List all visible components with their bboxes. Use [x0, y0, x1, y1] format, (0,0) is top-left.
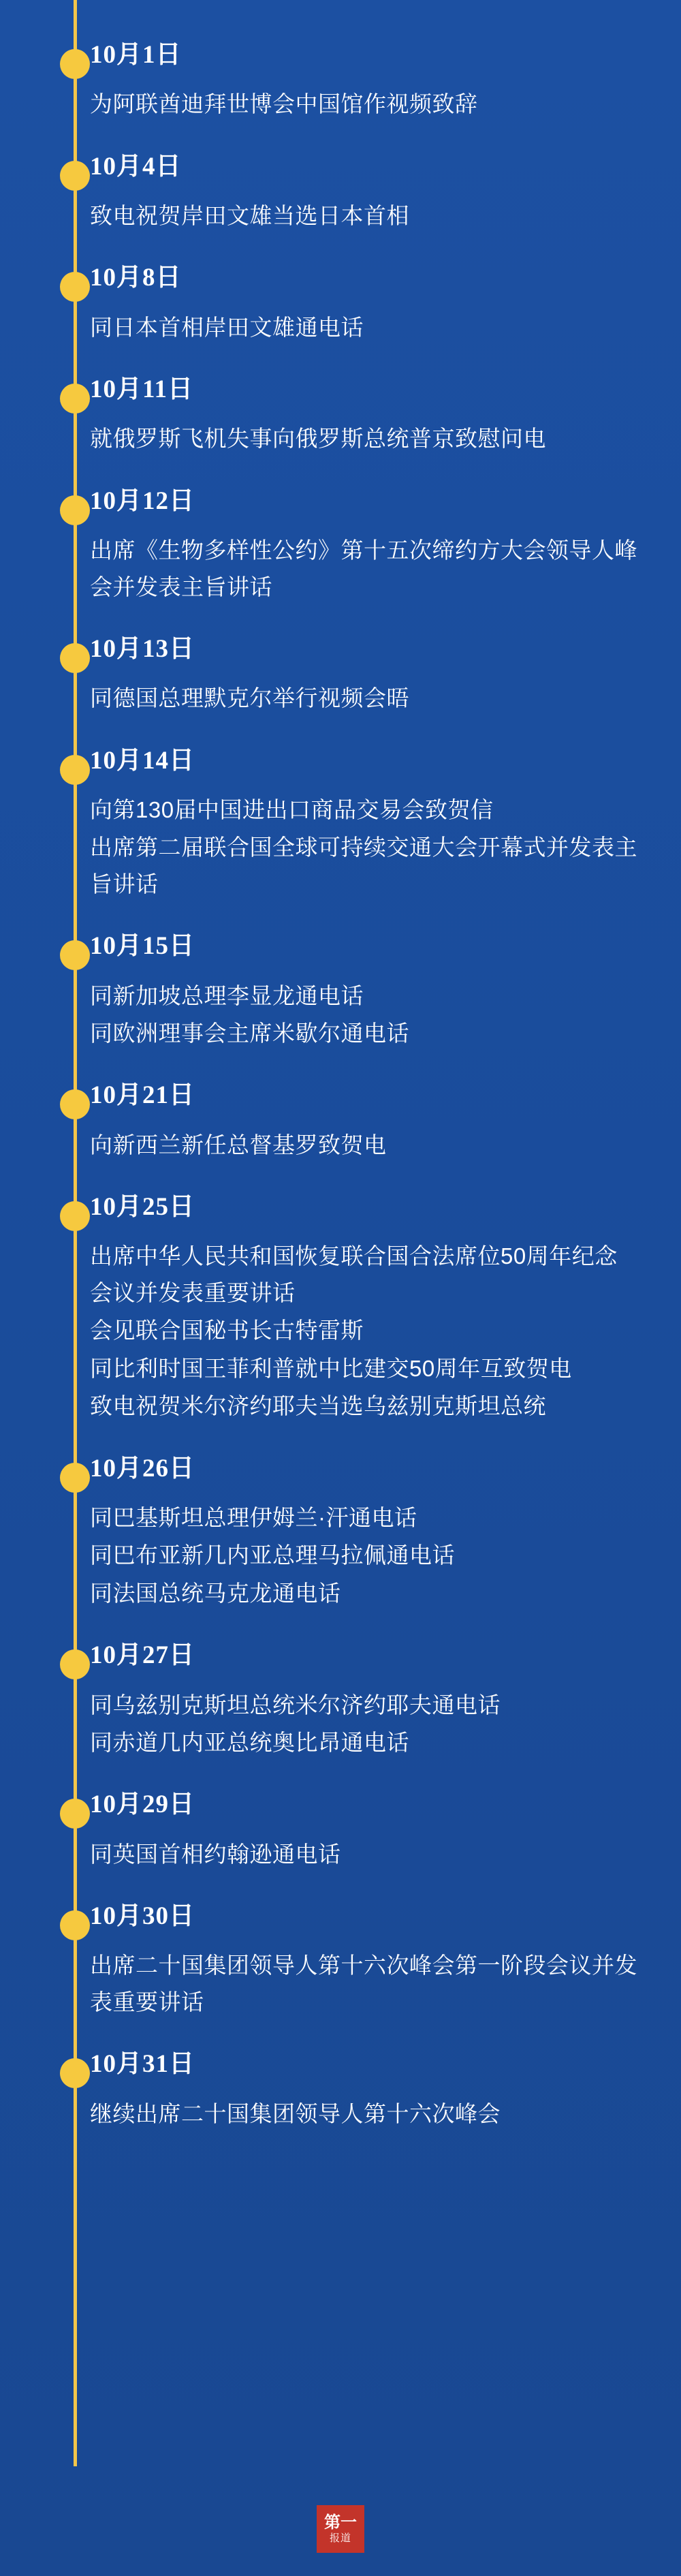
timeline-entry	[0, 1192, 681, 1425]
entry-event-list	[90, 198, 640, 234]
entry-event-list	[90, 1947, 640, 2020]
timeline-entry	[0, 2049, 681, 2132]
entry-date: 10月14日	[90, 746, 195, 775]
entry-event: 出席第二届联合国全球可持续交通大会开幕式并发表主旨讲话	[90, 835, 637, 897]
logo-primary-text: 第一	[324, 2513, 357, 2532]
entry-event-list	[90, 680, 640, 716]
entry-event-list	[90, 532, 640, 605]
entry-event-list	[90, 1836, 640, 1872]
timeline-entry	[0, 374, 681, 457]
timeline-dot-icon	[60, 2058, 90, 2088]
entry-date: 10月25日	[90, 1193, 195, 1222]
logo-secondary-text: 报道	[329, 2532, 351, 2544]
entry-event: 同比利时国王菲利普就中比建交50周年互致贺电	[90, 1355, 572, 1381]
timeline-entry	[0, 745, 681, 903]
entry-event: 同赤道几内亚总统奥比昂通电话	[90, 1729, 409, 1755]
entry-date: 10月13日	[90, 634, 195, 663]
entry-event: 同日本首相岸田文雄通电话	[90, 314, 364, 340]
timeline-dot-icon	[60, 1910, 90, 1940]
timeline-dot-icon	[60, 940, 90, 970]
entry-date: 10月27日	[90, 1641, 195, 1670]
timeline-dot-icon	[60, 1089, 90, 1119]
entry-event: 出席《生物多样性公约》第十五次缔约方大会领导人峰会并发表主旨讲话	[90, 538, 637, 600]
entry-event-list	[90, 792, 640, 902]
entry-event-list	[90, 1500, 640, 1611]
entry-event: 致电祝贺岸田文雄当选日本首相	[90, 202, 409, 228]
timeline-entry	[0, 151, 681, 234]
entry-event: 同英国首相约翰逊通电话	[90, 1841, 341, 1867]
timeline-entry	[0, 634, 681, 717]
entry-event-list	[90, 86, 640, 122]
entry-date: 10月4日	[90, 152, 182, 181]
timeline-dot-icon	[60, 384, 90, 414]
entry-event-list	[90, 420, 640, 456]
timeline-dot-icon	[60, 161, 90, 191]
entry-event-list	[90, 1127, 640, 1163]
timeline-dot-icon	[60, 49, 90, 79]
entry-date: 10月12日	[90, 486, 195, 515]
entry-event: 会见联合国秘书长古特雷斯	[90, 1318, 364, 1344]
entry-event-list	[90, 978, 640, 1052]
entry-event: 同巴基斯坦总理伊姆兰·汗通电话	[90, 1504, 417, 1530]
entry-event: 同新加坡总理李显龙通电话	[90, 982, 364, 1008]
entry-date: 10月15日	[90, 932, 195, 961]
timeline-entry	[0, 1640, 681, 1760]
timeline-entry	[0, 1080, 681, 1163]
timeline-dot-icon	[60, 755, 90, 785]
timeline-entry	[0, 1789, 681, 1872]
timeline-dot-icon	[60, 1649, 90, 1679]
timeline-dot-icon	[60, 643, 90, 673]
entry-date: 10月30日	[90, 1902, 195, 1931]
entry-event: 就俄罗斯飞机失事向俄罗斯总统普京致慰问电	[90, 426, 546, 452]
entry-event: 致电祝贺米尔济约耶夫当选乌兹别克斯坦总统	[90, 1393, 546, 1419]
entry-date: 10月21日	[90, 1081, 195, 1110]
timeline-entry	[0, 931, 681, 1051]
timeline-dot-icon	[60, 272, 90, 302]
entry-date: 10月29日	[90, 1790, 195, 1819]
entry-date: 10月31日	[90, 2050, 195, 2079]
entry-event: 为阿联酋迪拜世博会中国馆作视频致辞	[90, 91, 478, 117]
entry-date: 10月11日	[90, 375, 193, 404]
entry-event: 同欧洲理事会主席米歇尔通电话	[90, 1020, 409, 1046]
entry-event: 出席二十国集团领导人第十六次峰会第一阶段会议并发表重要讲话	[90, 1953, 637, 2015]
timeline-entry	[0, 40, 681, 123]
entry-event: 同法国总统马克龙通电话	[90, 1580, 341, 1606]
timeline-entry	[0, 1453, 681, 1612]
timeline-entry	[0, 486, 681, 605]
timeline-dot-icon	[60, 1799, 90, 1829]
timeline-dot-icon	[60, 1463, 90, 1493]
timeline-entry	[0, 1901, 681, 2020]
entry-date: 10月26日	[90, 1454, 195, 1483]
entry-date: 10月1日	[90, 41, 182, 69]
entry-event: 同德国总理默克尔举行视频会晤	[90, 685, 409, 711]
entry-event-list	[90, 1238, 640, 1424]
timeline-entry	[0, 262, 681, 345]
timeline-dot-icon	[60, 1201, 90, 1231]
publisher-logo	[317, 2505, 364, 2553]
entry-event-list	[90, 309, 640, 345]
entry-event-list	[90, 2096, 640, 2132]
entry-event: 同巴布亚新几内亚总理马拉佩通电话	[90, 1542, 455, 1568]
entry-event: 出席中华人民共和国恢复联合国合法席位50周年纪念会议并发表重要讲话	[90, 1243, 618, 1305]
entry-event: 同乌兹别克斯坦总统米尔济约耶夫通电话	[90, 1692, 501, 1718]
entry-event: 向新西兰新任总督基罗致贺电	[90, 1132, 387, 1158]
entry-event-list	[90, 1687, 640, 1761]
entry-event: 继续出席二十国集团领导人第十六次峰会	[90, 2100, 501, 2126]
timeline-dot-icon	[60, 495, 90, 525]
entry-event: 向第130届中国进出口商品交易会致贺信	[90, 796, 494, 822]
entry-date: 10月8日	[90, 264, 182, 292]
